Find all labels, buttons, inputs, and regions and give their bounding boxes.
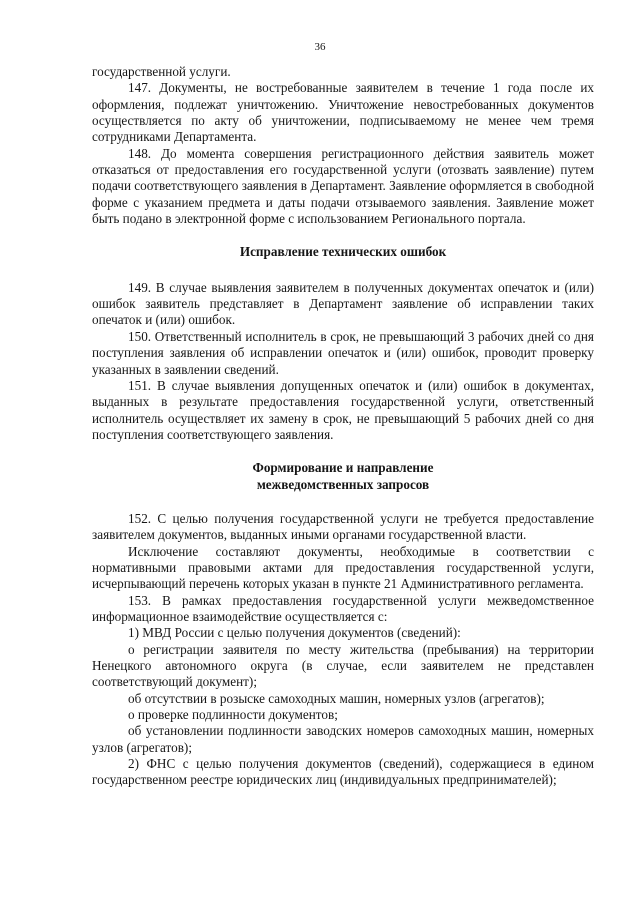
list-item-fns: 2) ФНС с целью получения документов (сведений), содержащиеся в едином государственном реестре юридических лиц (индивидуальных предпринимателей); <box>92 756 594 788</box>
paragraph-151: 151. В случае выявления допущенных опечаток и (или) ошибок в документах, выданных в результате предоставления государственной услуги, ответственный исполнитель осуществляет их замену в срок, не превышающий 5 рабочих дней со дня поступления соответствующего заявления. <box>92 377 594 442</box>
paragraph-153: 153. В рамках предоставления государственной услуги межведомственное информационное взаимодействие осуществляется с: <box>92 592 594 624</box>
paragraph-continuation: государственной услуги. <box>92 64 231 79</box>
paragraph-149: 149. В случае выявления заявителем в полученных документах опечаток и (или) ошибок заявитель представляет в Департамент заявление об исправлении таких опечаток и (или) ошибок. <box>92 279 594 328</box>
section-heading-interagency-line-2: межведомственных запросов <box>256 476 430 492</box>
document-body <box>92 64 594 789</box>
list-item-mvd: 1) МВД России с целью получения документов (сведений): <box>128 625 461 641</box>
list-item-factory-numbers: об установлении подлинности заводских номеров самоходных машин, номерных узлов (агрегатов); <box>92 723 594 755</box>
section-heading-interagency-line-1: Формирование и направление <box>252 460 434 476</box>
section-heading-technical-errors: Исправление технических ошибок <box>239 244 447 260</box>
paragraph-147: 147. Документы, не востребованные заявителем в течение 1 года после их оформления, подлежат уничтожению. Уничтожение невостребованных документов осуществляется по акту об уничтожении, подписываемому не менее чем тремя сотрудниками Департамента. <box>92 80 594 145</box>
list-item-registration: о регистрации заявителя по месту жительства (пребывания) на территории Ненецкого автономного округа (в случае, если заявителем не представлен соответствующий документ); <box>92 641 594 690</box>
list-item-search: об отсутствии в розыске самоходных машин, номерных узлов (агрегатов); <box>128 690 545 706</box>
paragraph-148: 148. До момента совершения регистрационного действия заявитель может отказаться от предоставления его государственной услуги (отозвать заявление) путем подачи соответствующего заявления в Департамент. Заявление оформляется в свободной форме с указанием предмета и даты подачи отзываемого заявления. Заявление может быть подано в электронной форме с использованием Регионального портала. <box>92 145 594 227</box>
paragraph-exception: Исключение составляют документы, необходимые в соответствии с нормативными правовыми актами для предоставления государственной услуги, исчерпывающий перечень которых указан в пункте 21 Административного регламента. <box>92 543 594 592</box>
page-number: 36 <box>314 41 326 53</box>
list-item-authenticity: о проверке подлинности документов; <box>128 707 338 723</box>
paragraph-150: 150. Ответственный исполнитель в срок, не превышающий 3 рабочих дней со дня поступления заявления об исправлении опечаток и (или) ошибок, проводит проверку указанных в заявлении сведений. <box>92 328 594 377</box>
paragraph-152: 152. С целью получения государственной услуги не требуется предоставление заявителем документов, выданных иными органами государственной власти. <box>92 510 594 543</box>
